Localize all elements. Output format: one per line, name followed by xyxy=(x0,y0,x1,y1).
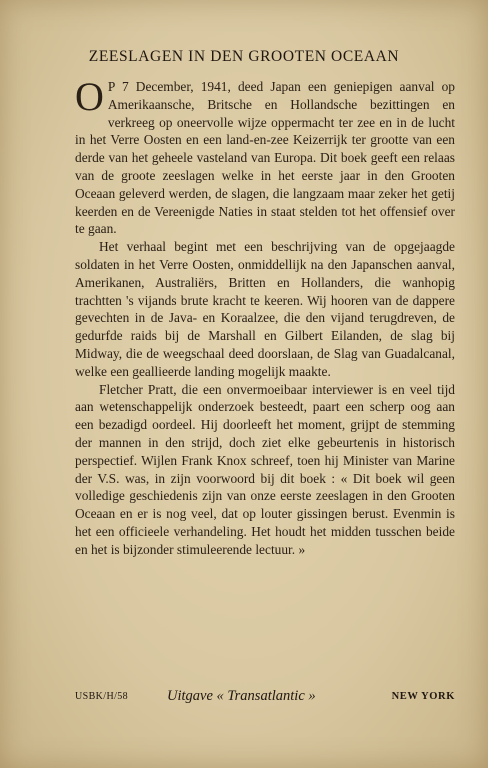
paragraph-2: Het verhaal begint met een beschrijving van de opgejaagde soldaten in het Verre Oosten, onmiddellijk na den Japanschen aanval, Amerikanen, Australiërs, Britten en Hollanders, die wanhopig trachtten 's vijands brute kracht te keeren. Wij hooren van de dappere gevechten in de Java- en Koraalzee, die den vijand terugdreven, de gedurfde raids bij de Marshall en Gilbert Eilanden, de slag bij Midway, die de weegschaal deed doorslaan, de Slag van Guadalcanal, welke een geallieerde landing mogelijk maakte. xyxy=(75,239,455,379)
footer xyxy=(75,688,455,708)
paragraph-1 xyxy=(75,74,455,238)
paragraph-3: Fletcher Pratt, die een onvermoeibaar interviewer is en veel tijd aan wetenschappelijk onderzoek besteedt, paart een scherp oog aan een bezadigd oordeel. Hij doorleeft het moment, grijpt de stemming der mannen in den strijd, doch ziet elke gebeurtenis in historisch perspectief. Wijlen Frank Knox schreef, toen hij Minister van Marine der V.S. was, in zijn voorwoord bij dit boek : « Dit boek wil geen volledige geschiedenis zijn van onze eerste zeeslagen in den Grooten Oceaan en er is nog veel, dat op louter gissingen berust. Evenmin is het een officieele verhandeling. Het houdt het midden tusschen beide en het is bijzonder stimuleerende lectuur. » xyxy=(75,381,455,557)
page-title: ZEESLAGEN IN DEN GROOTEN OCEAAN xyxy=(88,48,400,65)
publisher-city: NEW YORK xyxy=(391,691,455,702)
paragraph-1-text: P 7 December, 1941, deed Japan een geniepigen aanval op Amerikaansche, Britsche en Hollandsche bezittingen en verkreeg op oneervolle wijze oppermacht ter zee en in de lucht in het Verre Oosten en een land-en-zee Keizerrijk ter grootte van een derde van het geheele vasteland van Europa. Dit boek geeft een relaas van de groote zeeslagen welke in het eerste jaar in den Grooten Oceaan geleverd werden, de slagen, die langzaam maar zeker het getij keerden en de Vereenigde Naties in staat stelden tot het offensief over te gaan. xyxy=(75,79,455,237)
catalog-code: USBK/H/58 xyxy=(75,691,129,702)
drop-cap: O xyxy=(75,74,104,119)
blurb-text xyxy=(75,74,455,559)
publisher-name: Uitgave « Transatlantic » xyxy=(167,688,316,704)
